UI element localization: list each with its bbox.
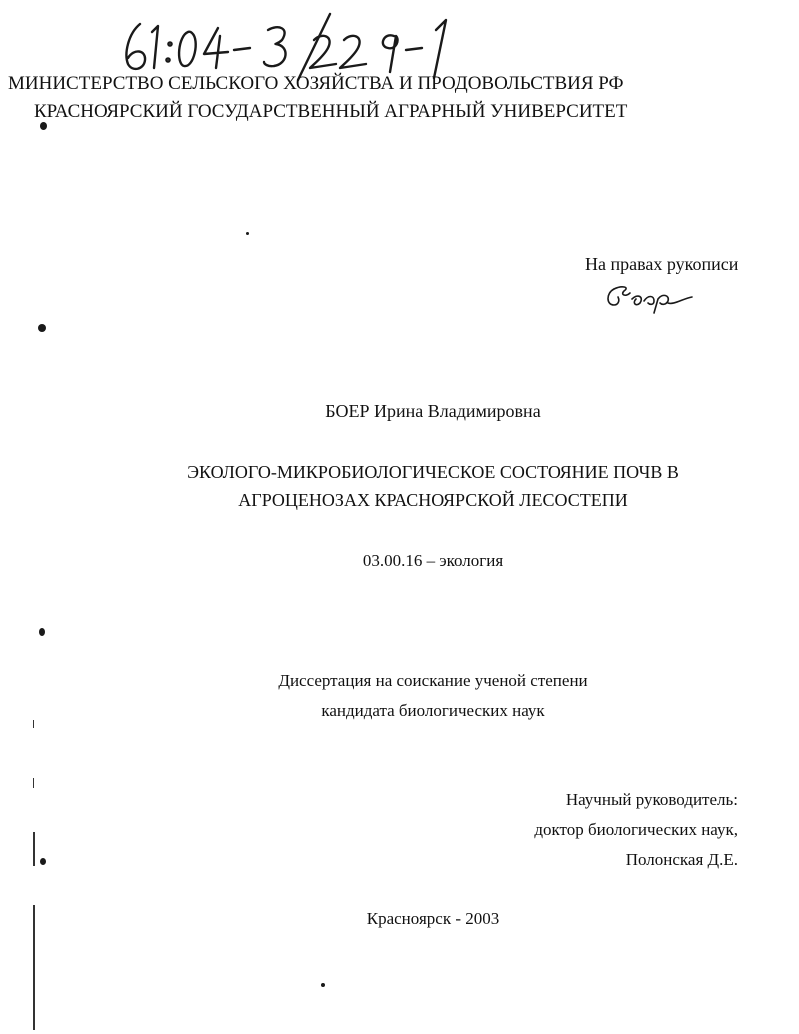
scan-edge-line [33,720,34,728]
city-year: Красноярск - 2003 [366,909,500,928]
scan-speck [40,858,46,865]
thesis-title-line-2: АГРОЦЕНОЗАХ КРАСНОЯРСКОЙ ЛЕСОСТЕПИ [238,490,628,510]
supervisor-label: Научный руководитель: [565,790,738,809]
scan-edge-line [33,905,35,1030]
scan-speck [40,122,47,130]
scan-edge-line [33,778,34,788]
scan-speck [39,628,45,636]
scan-edge-line [33,832,35,866]
manuscript-rights-note: На правах рукописи [585,254,739,274]
scan-speck [38,324,46,332]
degree-line-2: кандидата биологических наук [321,701,545,720]
university-heading: КРАСНОЯРСКИЙ ГОСУДАРСТВЕННЫЙ АГРАРНЫЙ УНИВЕРСИТЕТ [34,101,628,122]
specialty-code: 03.00.16 – экология [362,551,504,570]
scan-speck [246,232,249,235]
supervisor-name: Полонская Д.Е. [625,850,738,869]
supervisor-degree: доктор биологических наук, [534,820,738,839]
author-signature [604,275,696,317]
scan-speck [321,983,325,987]
thesis-title-line-1: ЭКОЛОГО-МИКРОБИОЛОГИЧЕСКОЕ СОСТОЯНИЕ ПОЧВ В [187,462,679,482]
degree-line-1: Диссертация на соискание ученой степени [278,671,588,690]
author-name: БОЕР Ирина Владимировна [325,401,541,421]
ministry-heading: МИНИСТЕРСТВО СЕЛЬСКОГО ХОЗЯЙСТВА И ПРОДОВОЛЬСТВИЯ РФ [8,73,624,94]
